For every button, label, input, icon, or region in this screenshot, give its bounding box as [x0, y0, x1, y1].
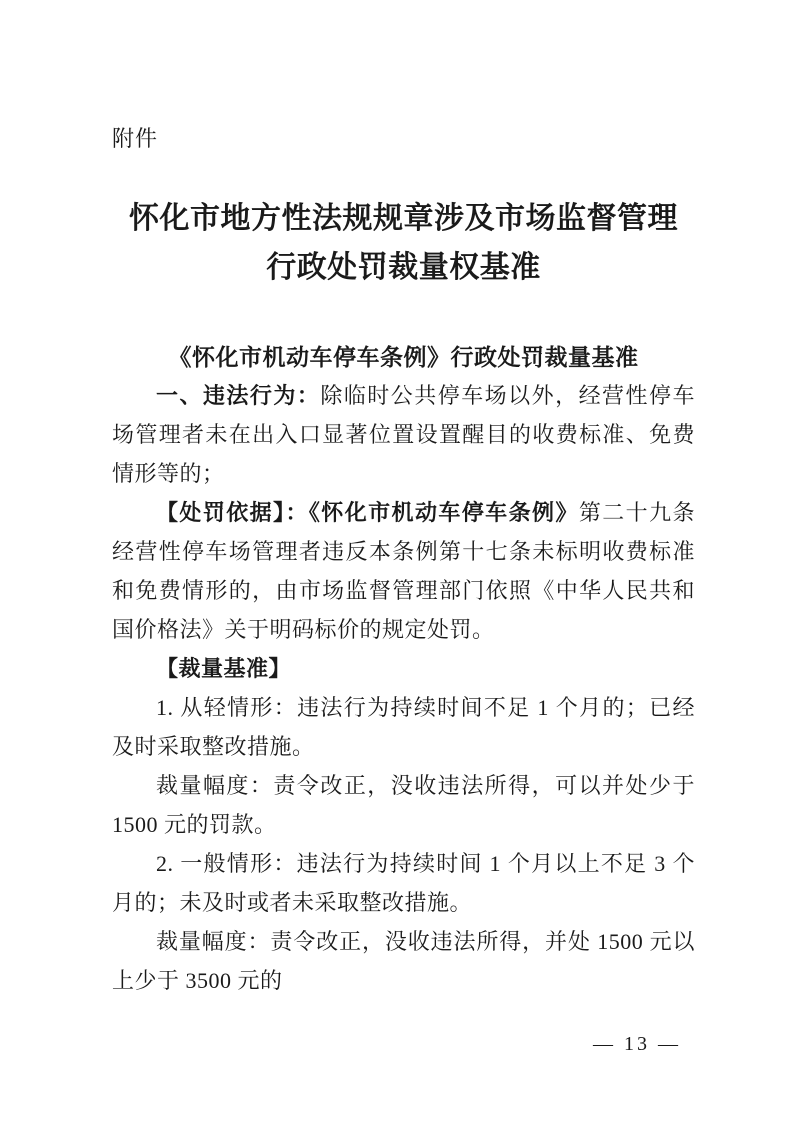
- document-title-line1: 怀化市地方性法规规章涉及市场监督管理: [129, 202, 678, 235]
- section-heading: 《怀化市机动车停车条例》行政处罚裁量基准: [168, 344, 639, 370]
- paragraph: [112, 766, 695, 844]
- paragraph: [112, 844, 695, 922]
- paragraph-bold-run: 一、违法行为：: [156, 383, 321, 408]
- paragraph: [112, 376, 695, 493]
- paragraph-text-run: 1. 从轻情形：违法行为持续时间不足 1 个月的；已经及时采取整改措施。: [112, 695, 695, 759]
- paragraph-text-run: 除临时公共停车场以外，经营性停车场管理者未在出入口显著位置设置醒目的收费标准、免费情形等的；: [112, 383, 695, 486]
- paragraph-text-run: 裁量幅度：责令改正，没收违法所得，可以并处少于 1500 元的罚款。: [112, 773, 695, 837]
- document-title: [112, 194, 695, 292]
- paragraph-text-run: 2. 一般情形：违法行为持续时间 1 个月以上不足 3 个月的；未及时或者未采取整改措施。: [112, 851, 695, 915]
- paragraph-text-run: 裁量幅度：责令改正，没收违法所得，并处 1500 元以上少于 3500 元的: [112, 929, 695, 993]
- paragraph: [112, 922, 695, 1000]
- paragraph-text-run: 第二十九条 经营性停车场管理者违反本条例第十七条未标明收费标准和免费情形的，由市场监督管理部门依照《中华人民共和国价格法》关于明码标价的规定处罚。: [112, 500, 695, 642]
- document-body: [112, 376, 695, 1000]
- paragraph-bold-run: 【裁量基准】: [156, 656, 292, 681]
- attachment-label: 附件: [112, 126, 159, 151]
- paragraph: [112, 688, 695, 766]
- paragraph: [112, 649, 695, 688]
- document-title-line2: 行政处罚裁量权基准: [266, 251, 541, 284]
- paragraph: [112, 493, 695, 649]
- page-number: — 13 —: [593, 1033, 681, 1055]
- page-content: [112, 0, 695, 1000]
- paragraph-bold-run: 【处罚依据】：《怀化市机动车停车条例》: [156, 500, 579, 525]
